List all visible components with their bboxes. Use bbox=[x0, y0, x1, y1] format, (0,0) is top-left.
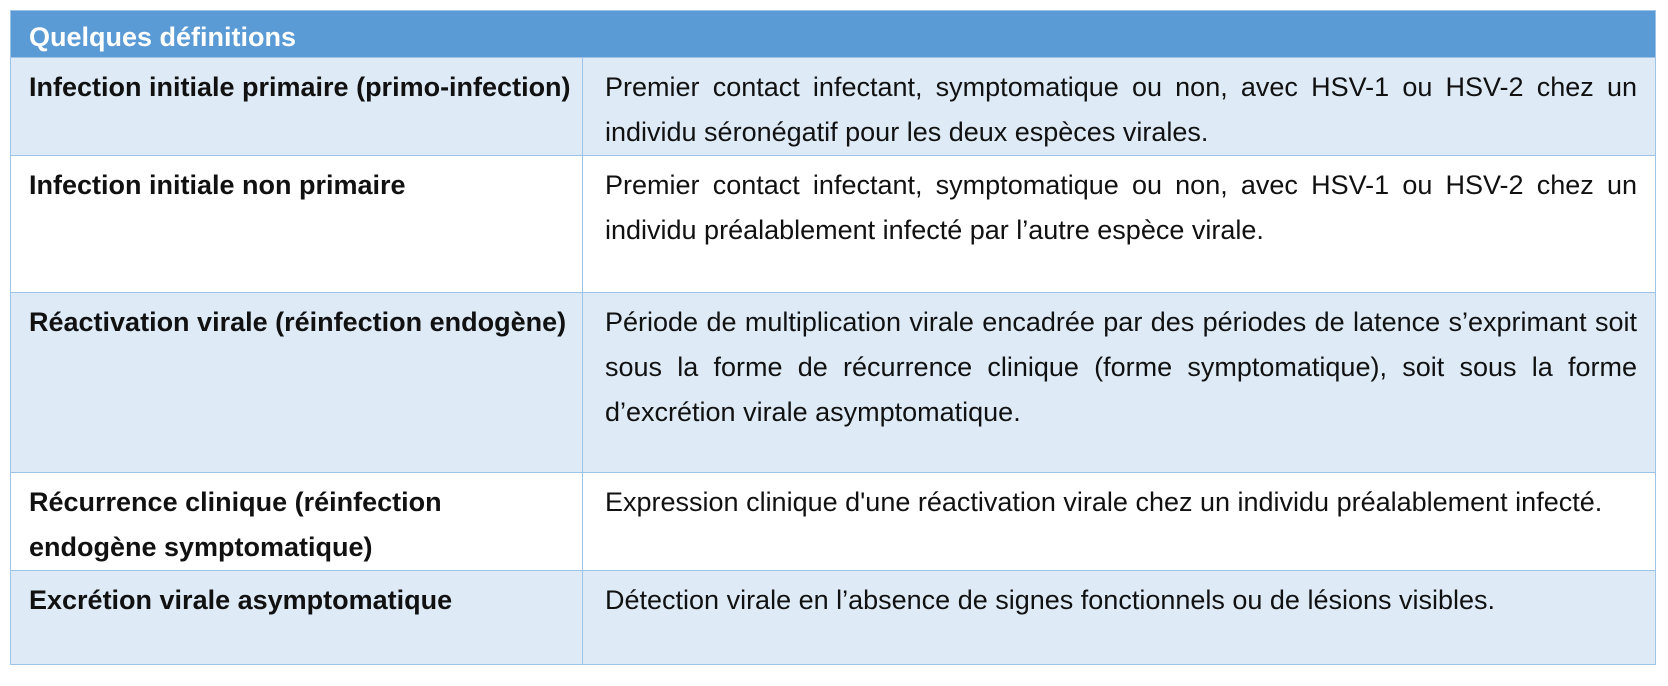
table-row bbox=[11, 293, 1656, 473]
definition-cell: Premier contact infectant, symptomatique ou non, avec HSV-1 ou HSV-2 chez un individu séronégatif pour les deux espèces virales. bbox=[583, 58, 1656, 156]
table-row bbox=[11, 58, 1656, 156]
definitions-table-container bbox=[10, 10, 1655, 665]
table-row bbox=[11, 156, 1656, 293]
definition-cell: Expression clinique d'une réactivation virale chez un individu préalablement infecté. bbox=[583, 473, 1656, 571]
table-title: Quelques définitions bbox=[11, 11, 1656, 58]
table-row bbox=[11, 571, 1656, 665]
term-cell: Excrétion virale asymptomatique bbox=[11, 571, 583, 665]
definition-cell: Premier contact infectant, symptomatique ou non, avec HSV-1 ou HSV-2 chez un individu préalablement infecté par l’autre espèce virale. bbox=[583, 156, 1656, 293]
term-cell: Infection initiale primaire (primo-infection) bbox=[11, 58, 583, 156]
definition-cell: Détection virale en l’absence de signes fonctionnels ou de lésions visibles. bbox=[583, 571, 1656, 665]
table-header-row bbox=[11, 11, 1656, 58]
term-cell: Récurrence clinique (réinfection endogène symptomatique) bbox=[11, 473, 583, 571]
definition-cell: Période de multiplication virale encadrée par des périodes de latence s’exprimant soit sous la forme de récurrence clinique (forme symptomatique), soit sous la forme d’excrétion virale asymptomatique. bbox=[583, 293, 1656, 473]
term-cell: Infection initiale non primaire bbox=[11, 156, 583, 293]
table-row bbox=[11, 473, 1656, 571]
definitions-table bbox=[10, 10, 1656, 665]
term-cell: Réactivation virale (réinfection endogène) bbox=[11, 293, 583, 473]
